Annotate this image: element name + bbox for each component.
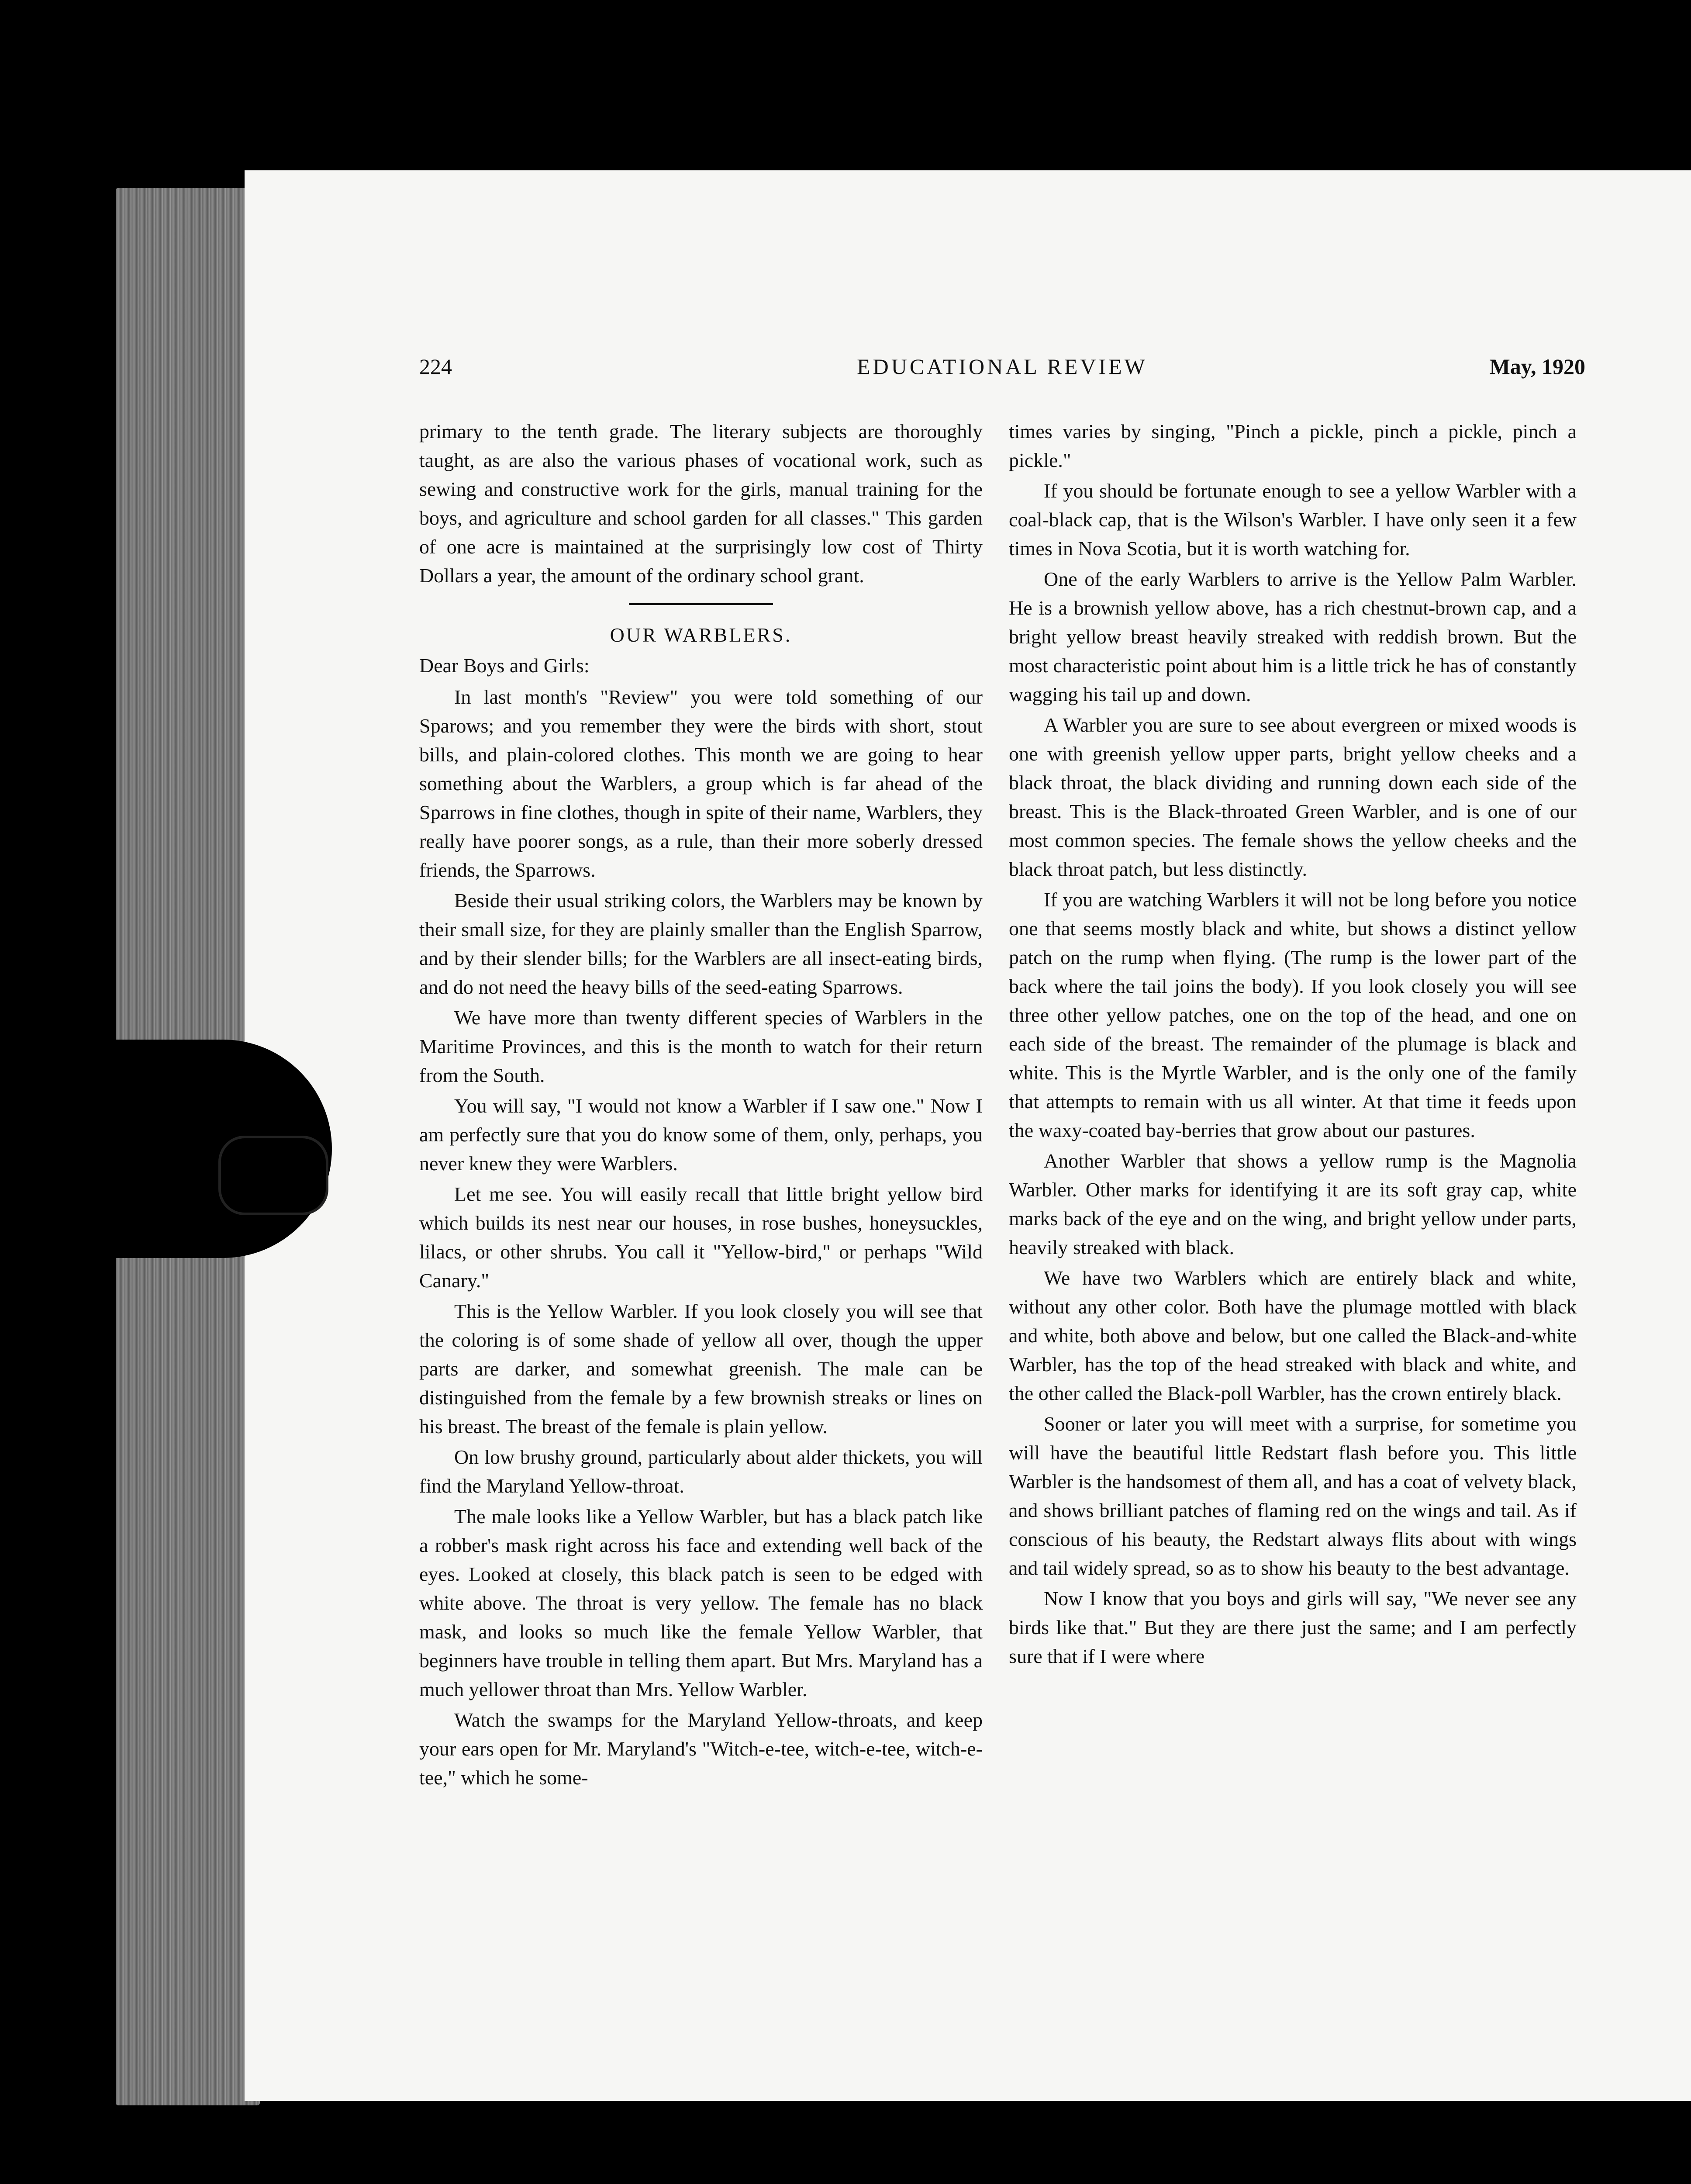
intro-paragraph: primary to the tenth grade. The literary subjects are thoroughly taught, as are also the various phases of vocational work, such as sewing and constructive work for the girls, manual training for the boys, and agriculture and school garden for all classes." This garden of one acre is maintained at the surprisingly low cost of Thirty Dollars a year, the amount of the ordinary school grant. bbox=[419, 420, 983, 587]
paragraph: In last month's "Review" you were told something of our Sparows; and you remember they were the birds with short, stout bills, and plain-colored clothes. This month we are going to hear something about the Warblers, a group which is far ahead of the Sparrows in fine clothes, though in spite of their name, Warblers, they really have poorer songs, as a rule, than their more soberly dressed friends, the Sparrows. bbox=[419, 686, 983, 881]
paragraph: The male looks like a Yellow Warbler, but has a black patch like a robber's mask right across his face and extending well back of the eyes. Looked at closely, this black patch is seen to be edged with white above. The throat is very yellow. The female has no black mask, and looks so much like the female Yellow Warbler, that beginners have trouble in telling them apart. But Mrs. Maryland has a much yellower throat than Mrs. Yellow Warbler. bbox=[419, 1505, 983, 1700]
paragraph: Beside their usual striking colors, the Warblers may be known by their small size, for they are plainly smaller than the English Sparrow, and by their slender bills; for the Warblers are all insect-eating birds, and do not need the heavy bills of the seed-eating Sparrows. bbox=[419, 889, 983, 998]
paragraph: If you are watching Warblers it will not be long before you notice one that seems mostly black and white, but shows a distinct yellow patch on the rump when flying. (The rump is the lower part of the back where the tail joins the body). If you look closely you will see three other yellow patches, one on the top of the head, and one on each side of the breast. The remainder of the plumage is black and white. This is the Myrtle Warbler, and is the only one of the family that attempts to remain with us all winter. At that time it feeds upon the waxy-coated bay-berries that grow about our pastures. bbox=[1009, 888, 1577, 1141]
paragraph: Another Warbler that shows a yellow rump is the Magnolia Warbler. Other marks for identifying it are its soft gray cap, white marks back of the eye and on the wing, and bright yellow under parts, heavily streaked with black. bbox=[1009, 1150, 1577, 1258]
running-header bbox=[419, 354, 1585, 393]
left-column bbox=[419, 417, 983, 1794]
section-divider bbox=[629, 603, 773, 605]
salutation: Dear Boys and Girls: bbox=[419, 654, 590, 677]
paragraph: Watch the swamps for the Maryland Yellow-throats, and keep your ears open for Mr. Maryland's "Witch-e-tee, witch-e-tee, witch-e-tee," which he some- bbox=[419, 1709, 983, 1789]
journal-title: EDUCATIONAL REVIEW bbox=[857, 354, 1148, 379]
paragraph: A Warbler you are sure to see about evergreen or mixed woods is one with greenish yellow upper parts, bright yellow cheeks and a black throat, the black dividing and running down each side of the breast. This is the Black-throated Green Warbler, and is one of our most common species. The female shows the yellow cheeks and the black throat patch, but less distinctly. bbox=[1009, 714, 1577, 880]
paragraph: One of the early Warblers to arrive is the Yellow Palm Warbler. He is a brownish yellow above, has a rich chestnut-brown cap, and a bright yellow breast heavily streaked with reddish brown. But the most characteristic point about him is a little trick he has of constantly wagging his tail up and down. bbox=[1009, 568, 1577, 705]
thumbnail-shadow bbox=[218, 1136, 328, 1215]
paragraph: We have two Warblers which are entirely black and white, without any other color. Both have the plumage mottled with black and white, both above and below, but one called the Black-and-white Warbler, has the top of the head streaked with black and white, and the other called the Black-poll Warbler, has the crown entirely black. bbox=[1009, 1267, 1577, 1404]
paragraph: On low brushy ground, particularly about alder thickets, you will find the Maryland Yellow-throat. bbox=[419, 1446, 983, 1497]
paragraph: You will say, "I would not know a Warbler if I saw one." Now I am perfectly sure that you do know some of them, only, perhaps, you never knew they were Warblers. bbox=[419, 1095, 983, 1175]
issue-date: May, 1920 bbox=[1489, 354, 1585, 379]
paragraph: If you should be fortunate enough to see a yellow Warbler with a coal-black cap, that is the Wilson's Warbler. I have only seen it a few times in Nova Scotia, but it is worth watching for. bbox=[1009, 480, 1577, 560]
paragraph: Let me see. You will easily recall that little bright yellow bird which builds its nest near our houses, in rose bushes, honeysuckles, lilacs, or other shrubs. You call it "Yellow-bird," or perhaps "Wild Canary." bbox=[419, 1183, 983, 1292]
paragraph: Now I know that you boys and girls will say, "We never see any birds like that." But they are there just the same; and I am perfectly sure that if I were where bbox=[1009, 1587, 1577, 1667]
paragraph: Sooner or later you will meet with a surprise, for sometime you will have the beautiful little Redstart flash before you. This little Warbler is the handsomest of them all, and has a coat of velvety black, and shows brilliant patches of flaming red on the wings and tail. As if conscious of his beauty, the Redstart always flits about with wings and tail widely spread, so as to show his beauty to the best advantage. bbox=[1009, 1413, 1577, 1579]
right-column bbox=[1009, 417, 1577, 1673]
continued-paragraph: times varies by singing, "Pinch a pickle, pinch a pickle, pinch a pickle." bbox=[1009, 420, 1577, 471]
paragraph: This is the Yellow Warbler. If you look closely you will see that the coloring is of some shade of yellow all over, though the upper parts are darker, and somewhat greenish. The male can be distinguished from the female by a few brownish streaks or lines on his breast. The breast of the female is plain yellow. bbox=[419, 1300, 983, 1438]
page-number: 224 bbox=[419, 354, 452, 379]
article-title: OUR WARBLERS. bbox=[610, 624, 792, 646]
paragraph: We have more than twenty different species of Warblers in the Maritime Provinces, and this is the month to watch for their return from the South. bbox=[419, 1006, 983, 1086]
